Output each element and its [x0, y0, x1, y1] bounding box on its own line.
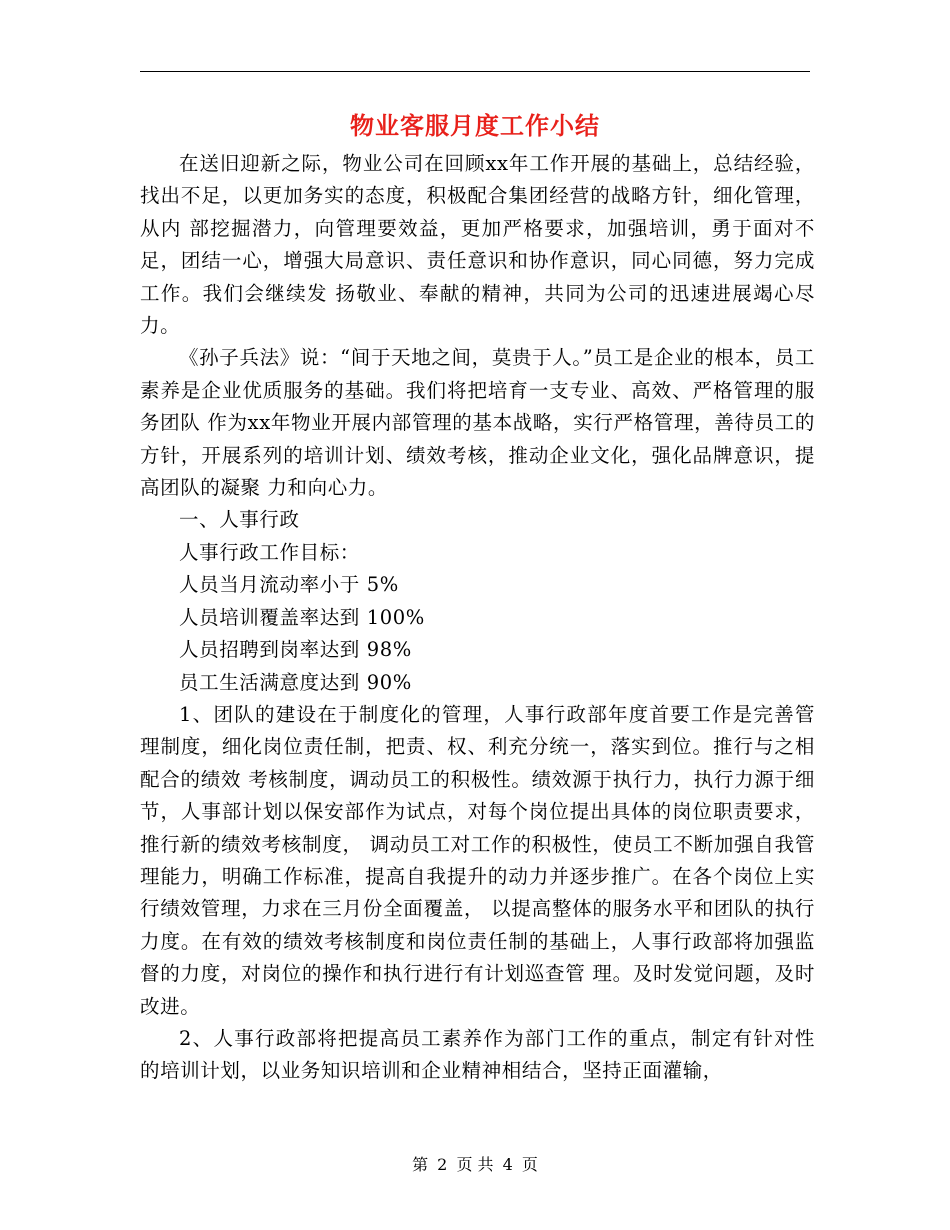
strategy-paragraph: 《孙子兵法》说：“间于天地之间，莫贵于人。”员工是企业的根本，员工素养是企业优质服务的基础。我们将把培育一支专业、高效、严格管理的服务团队 作为xx年物业开展内部管理的基本战略，实行严格管理，善待员工的方针，开展系列的培训计划、绩效考核，推动企业文化，强化品牌意识，提高团队的凝聚 力和向心力。: [140, 346, 815, 500]
document-title: 物业客服月度工作小结: [350, 111, 600, 140]
goals-heading: 人事行政工作目标：: [179, 540, 360, 564]
item-paragraph-1: 1、团队的建设在于制度化的管理，人事行政部年度首要工作是完善管理制度，细化岗位责任制，把责、权、利充分统一，落实到位。推行与之相配合的绩效 考核制度，调动员工的积极性。绩效源于执行力，执行力源于细节，人事部计划以保安部作为试点，对每个岗位提出具体的岗位职责要求，推行新的绩效考核制度， 调动员工对工作的积极性，使员工不断加强自我管理能力，明确工作标准，提高自我提升的动力并逐步推广。在各个岗位上实行绩效管理，力求在三月份全面覆盖， 以提高整体的服务水平和团队的执行力度。在有效的绩效考核制度和岗位责任制的基础上，人事行政部将加强监督的力度，对岗位的操作和执行进行有计划巡查管 理。及时发觉问题，及时改进。: [140, 702, 815, 1018]
header-rule: [140, 71, 810, 72]
goal-item: 员工生活满意度达到 90%: [179, 670, 412, 694]
footer-prefix: 第: [412, 1155, 429, 1174]
document-body: [140, 148, 815, 1088]
goal-item: 人员当月流动率小于 5%: [179, 573, 399, 597]
footer-total-pages: 4: [502, 1155, 513, 1174]
intro-paragraph: 在送旧迎新之际，物业公司在回顾xx年工作开展的基础上，总结经验，找出不足，以更加务实的态度，积极配合集团经营的战略方针，细化管理，从内 部挖掘潜力，向管理要效益，更加严格要求，加强培训，勇于面对不足，团结一心，增强大局意识、责任意识和协作意识，同心同德，努力完成工作。我们会继续发 扬敬业、奉献的精神，共同为公司的迅速进展竭心尽力。: [140, 152, 815, 338]
section-heading: 一、人事行政: [179, 508, 300, 532]
page-footer: [0, 1153, 950, 1177]
item-paragraph-2: 2、人事行政部将把提高员工素养作为部门工作的重点，制定有针对性的培训计划，以业务知识培训和企业精神相结合，坚持正面灌输，: [140, 1026, 815, 1083]
footer-page-number: 2: [437, 1155, 448, 1174]
goal-item: 人员培训覆盖率达到 100%: [179, 605, 425, 629]
footer-suffix: 页: [521, 1155, 538, 1174]
goal-item: 人员招聘到岗率达到 98%: [179, 638, 412, 662]
footer-middle: 页 共: [456, 1155, 494, 1174]
